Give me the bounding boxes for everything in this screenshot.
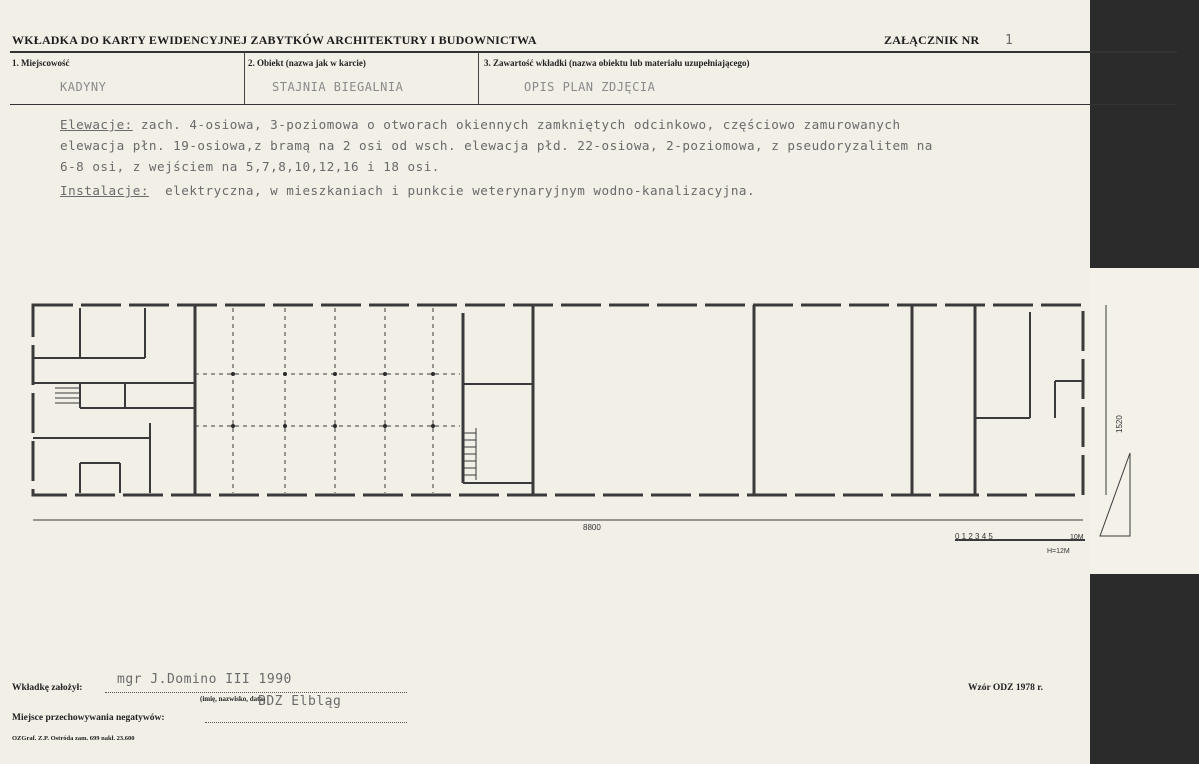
founded-by-label: Wkładkę założył: <box>12 683 83 693</box>
height-triangle <box>1100 453 1130 536</box>
print-note: OZGraf. Z.P. Ostróda zam. 699 nakł. 23.600 <box>12 735 135 742</box>
description-line-1 <box>60 114 901 135</box>
field-divider-2 <box>478 52 479 104</box>
west-wing-rooms <box>33 308 195 493</box>
field-label-locality: 1. Miejscowość <box>12 58 70 68</box>
description-line-3: 6-8 osi, z wejściem na 5,7,8,10,12,16 i 18 osi. <box>60 159 440 174</box>
floor-plan-drawing <box>0 268 1199 574</box>
annex-label: ZAŁĄCZNIK NR <box>884 33 980 47</box>
scale-label: 0 1 2 3 4 5 <box>955 532 993 541</box>
annex-number: 1 <box>1005 33 1014 48</box>
founded-by-hint: (imię, nazwisko, data) <box>200 695 266 703</box>
height-note: H=12M <box>1047 548 1070 555</box>
length-dimension-label: 8800 <box>583 523 601 532</box>
elevations-text: zach. 4-osiowa, 3-poziomowa o otworach okiennych zamkniętych odcinkowo, częściowo zamurowanych <box>132 117 901 132</box>
negatives-storage-label: Miejsce przechowywania negatywów: <box>12 713 165 723</box>
installations-heading: Instalacje: <box>60 183 149 198</box>
field-value-object: STAJNIA BIEGALNIA <box>272 80 404 94</box>
description-line-2: elewacja płn. 19-osiowa,z bramą na 2 osi od wsch. elewacja płd. 22-osiowa, 2-poziomowa, z pseudoryzalitem na <box>60 138 933 153</box>
founded-by-value: mgr J.Domino III 1990 <box>117 672 292 687</box>
field-value-contents: OPIS PLAN ZDJĘCIA <box>524 80 656 94</box>
fields-bottom-rule <box>10 104 1177 105</box>
field-label-object: 2. Obiekt (nazwa jak w karcie) <box>248 58 366 68</box>
scale-end-label: 10M <box>1070 534 1084 541</box>
field-divider-1 <box>244 52 245 104</box>
form-title: WKŁADKA DO KARTY EWIDENCYJNEJ ZABYTKÓW ARCHITEKTURY I BUDOWNICTWA <box>12 33 537 47</box>
negatives-storage-line <box>205 722 407 723</box>
header-rule <box>10 51 1177 53</box>
outer-wall <box>33 305 1083 495</box>
negatives-storage-value: BDZ Elbląg <box>258 694 342 709</box>
width-dimension-label: 1520 <box>1115 415 1124 433</box>
field-label-contents: 3. Zawartość wkładki (nazwa obiektu lub materiału uzupełniającego) <box>484 58 750 68</box>
east-wing-rooms <box>975 312 1083 418</box>
installations-text: elektryczna, w mieszkaniach i punkcie weterynaryjnym wodno-kanalizacyjna. <box>148 183 756 198</box>
field-value-locality: KADYNY <box>60 80 107 94</box>
description-line-4 <box>60 180 755 201</box>
elevations-heading: Elewacje: <box>60 117 133 132</box>
founded-by-line <box>105 692 407 693</box>
form-template-label: Wzór ODZ 1978 r. <box>968 683 1043 693</box>
column-grid <box>195 308 460 493</box>
west-stair <box>55 388 80 403</box>
central-stair <box>463 428 476 480</box>
